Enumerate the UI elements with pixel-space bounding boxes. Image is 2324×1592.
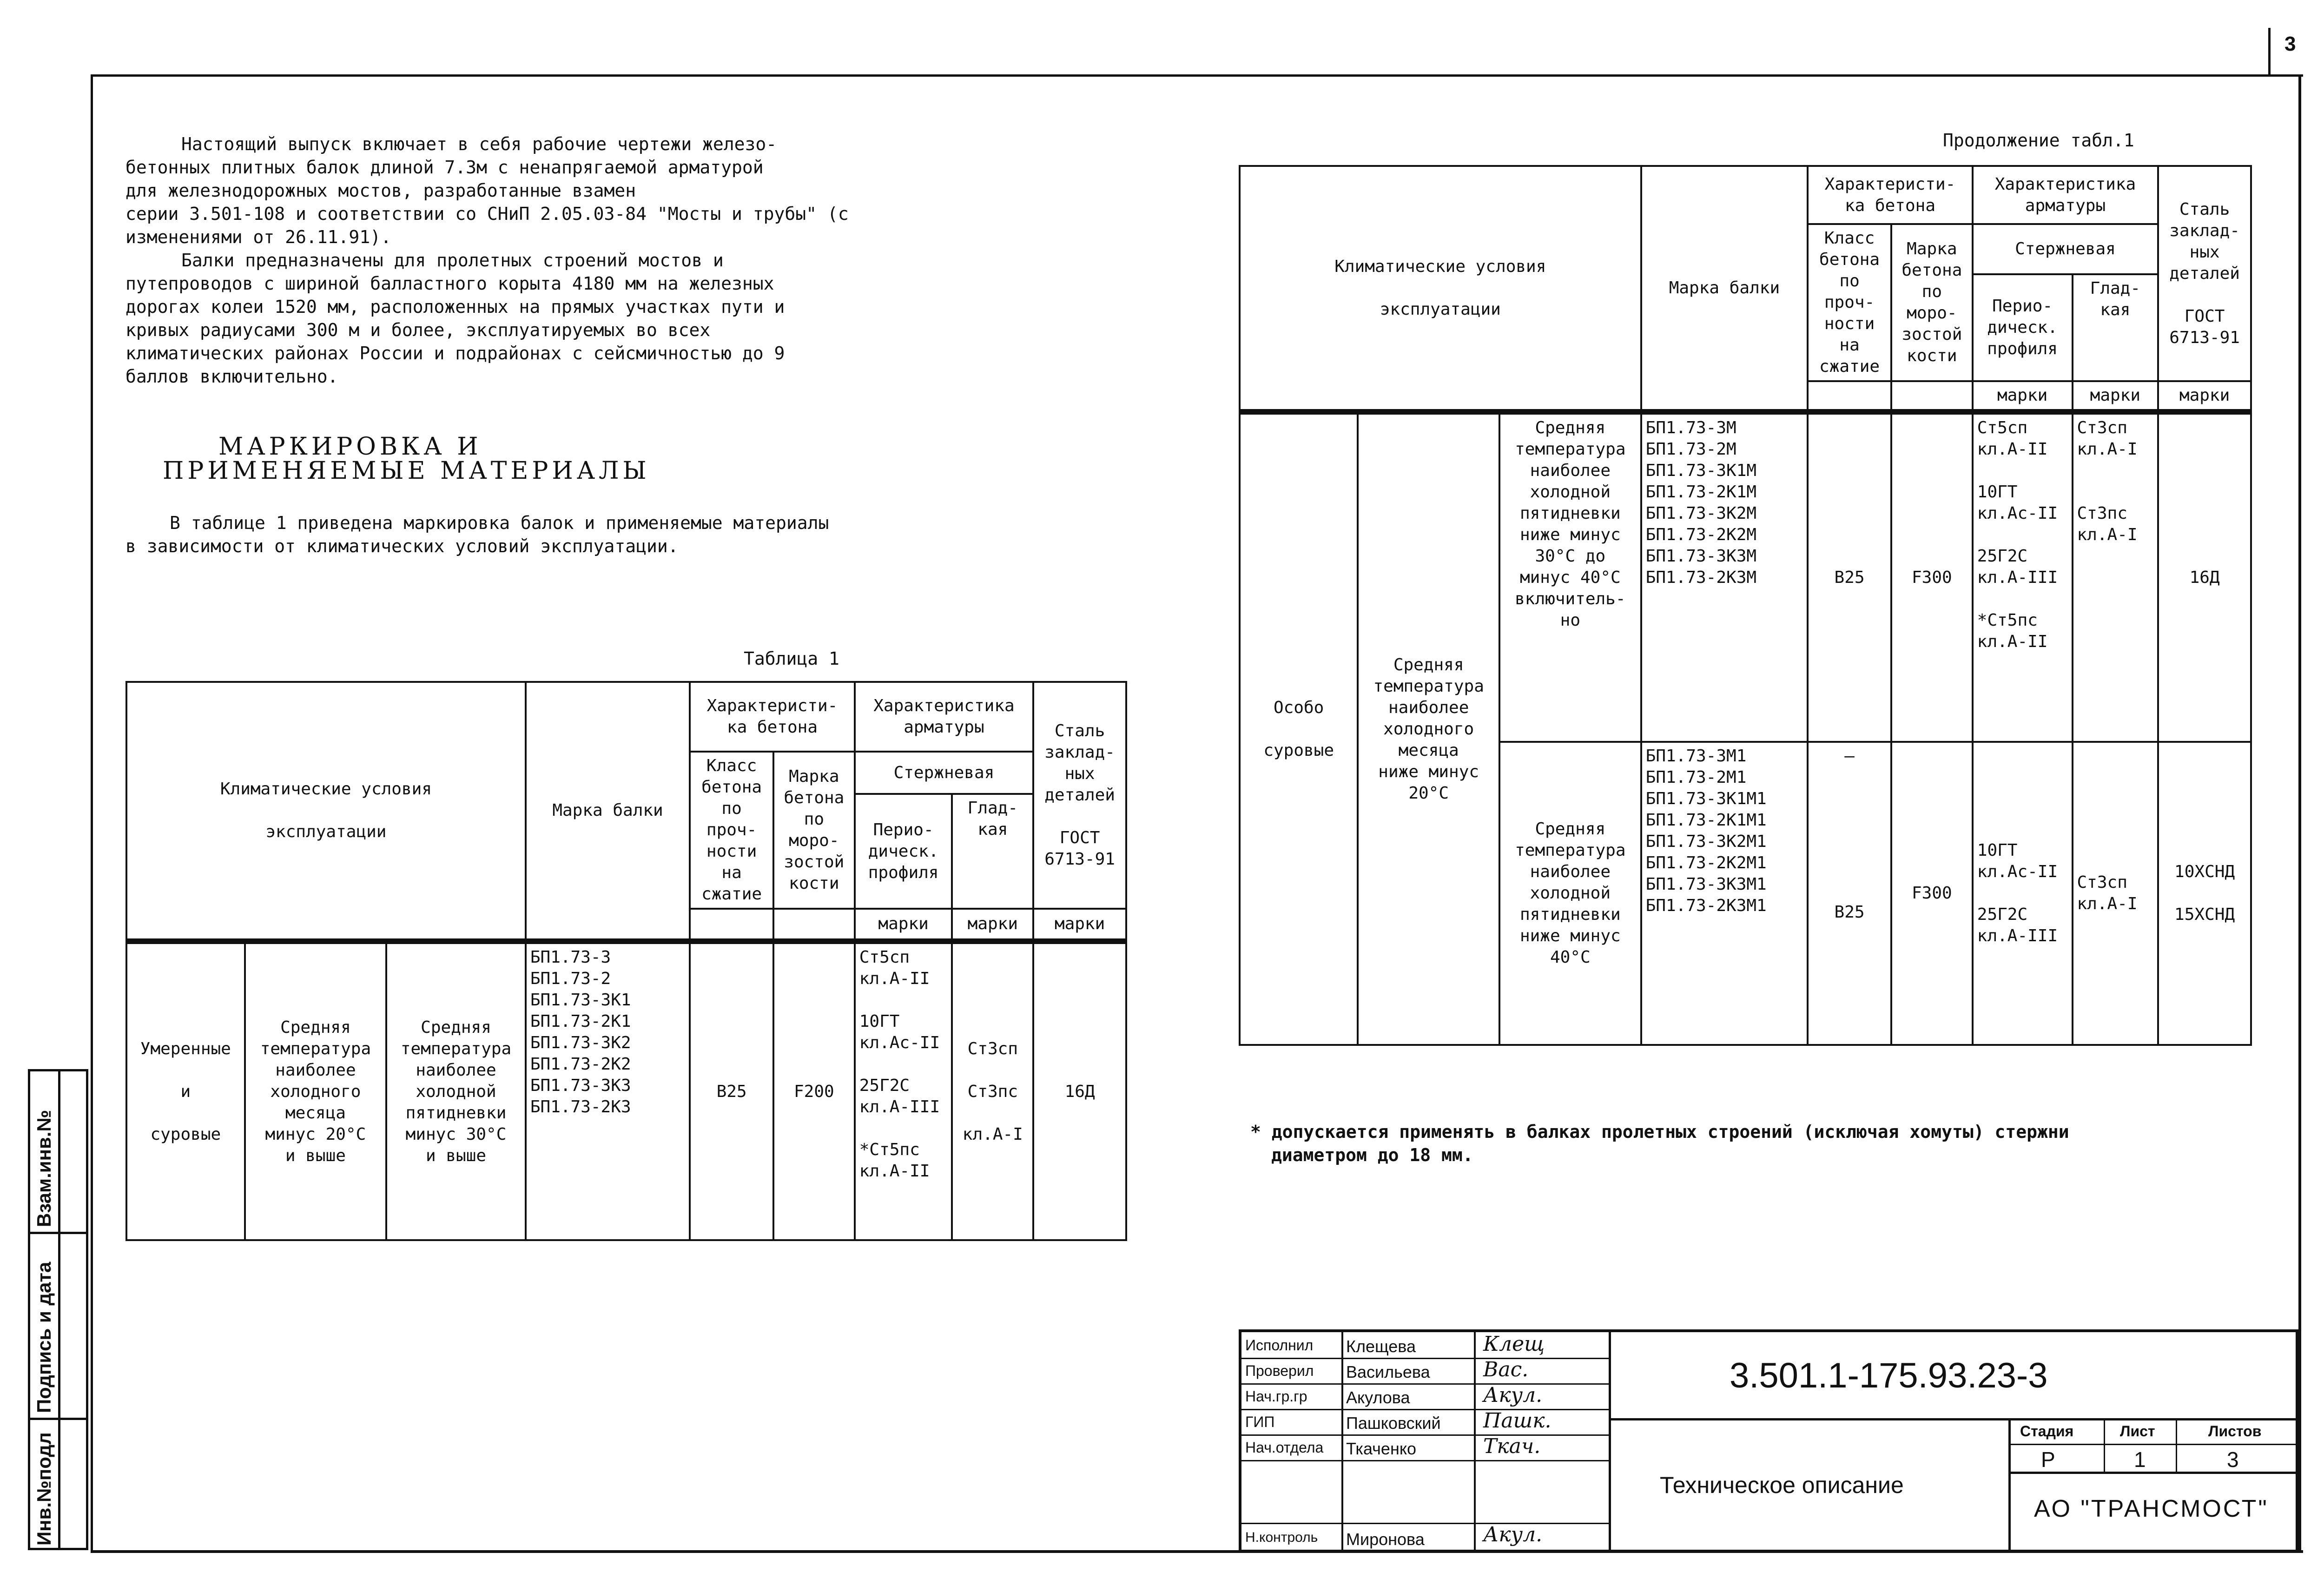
- t1-header-armature: Характеристика арматуры: [855, 682, 1033, 752]
- t2-header-concrete: Характеристи- ка бетона: [1808, 166, 1973, 224]
- stamp-organization: АО "ТРАНСМОСТ": [2034, 1495, 2269, 1522]
- t2-cell-month-temp: Средняя температура наиболее холодного месяца ниже минус 20°С: [1358, 412, 1499, 1045]
- page-number-divider: [2268, 28, 2271, 77]
- intro-line: климатических районах России и подрайонах с сейсмичностью до 9: [125, 343, 785, 363]
- section-heading-line: ПРИМЕНЯЕМЫЕ МАТЕРИАЛЫ: [163, 457, 650, 485]
- t2-cell-class-value: B25: [1834, 903, 1865, 922]
- intro-line: баллов включительно.: [125, 366, 338, 387]
- stamp-role: ГИП: [1245, 1414, 1275, 1430]
- t1-cell-smooth: Ст3сп Ст3пс кл.А-I: [952, 941, 1033, 1240]
- t2-cell-steel: 10ХСНД 15ХСНД: [2158, 742, 2251, 1045]
- stamp-role: Нач.отдела: [1245, 1439, 1324, 1456]
- stamp-signature: Акул.: [1483, 1523, 1543, 1546]
- t2-cell-frost: F300: [1891, 742, 1973, 1045]
- t1-header-class: Класс бетона по проч- ности на сжатие: [690, 752, 773, 909]
- stamp-name: Клещева: [1346, 1337, 1416, 1356]
- footnote-line: * допускается применять в балках пролетных строений (исключая хомуты) стержни: [1250, 1122, 2069, 1142]
- intro-line: изменениями от 26.11.91).: [125, 227, 391, 247]
- stamp-designation: 3.501.1-175.93.23-3: [1730, 1356, 2048, 1395]
- t2-cell-periodic: 10ГТ кл.Ас-II 25Г2С кл.А-III: [1973, 742, 2073, 1045]
- t1-cell-frost: F200: [773, 941, 855, 1240]
- t1-cell-periodic: Ст5сп кл.А-II 10ГТ кл.Ас-II 25Г2С кл.А-III *Ст5пс кл.А-II: [855, 941, 952, 1240]
- t1-header-mark: Марка балки: [526, 682, 690, 941]
- t2-header-climate: Климатические условия эксплуатации: [1240, 166, 1641, 412]
- stamp-divider: [1241, 1523, 1609, 1524]
- sidebar-stamp: [28, 1069, 88, 1550]
- t2-header-marki: марки: [2158, 381, 2251, 412]
- sidebar-sign-label: Подпись и дата: [33, 1262, 55, 1413]
- t2-header-class: Класс бетона по проч- ности на сжатие: [1808, 224, 1891, 381]
- intro-line: дорогах колеи 1520 мм, расположенных на прямых участках пути и: [125, 297, 785, 317]
- t1-header-frost: Марка бетона по моро- зостой кости: [773, 752, 855, 909]
- page-number: 3: [2284, 33, 2296, 55]
- stamp-divider: [1474, 1332, 1476, 1551]
- stamp-role: Нач.гр.гр: [1245, 1388, 1307, 1405]
- stamp-divider: [1609, 1332, 1611, 1551]
- section-text: [125, 511, 829, 558]
- t2-cell-class: B25: [1808, 412, 1891, 742]
- t2-data-row-1: [1240, 412, 2251, 742]
- frame-left-line: [91, 74, 93, 1552]
- section-heading: [163, 435, 650, 483]
- intro-line: для железнодорожных мостов, разработанные взамен: [125, 180, 636, 201]
- section-text-line: в зависимости от климатических условий эксплуатации.: [125, 536, 679, 556]
- stamp-signature: Акул.: [1483, 1383, 1543, 1407]
- stamp-divider: [1241, 1358, 1609, 1359]
- stamp-sheet: 1: [2134, 1447, 2146, 1472]
- t1-header-smooth: Глад- кая: [952, 794, 1033, 909]
- t1-header-marki: марки: [855, 909, 952, 941]
- t1-header-marki: марки: [952, 909, 1033, 941]
- t1-cell-class: B25: [690, 941, 773, 1240]
- t2-cell-steel: 16Д: [2158, 412, 2251, 742]
- stamp-signature: Клещ: [1483, 1332, 1545, 1356]
- intro-line: серии 3.501-108 и соответствии со СНиП 2.05.03-84 "Мосты и трубы" (с: [125, 204, 849, 224]
- t1-header-concrete: Характеристи- ка бетона: [690, 682, 855, 752]
- intro-line: путепроводов с шириной балластного корыта 4180 мм на железных: [125, 273, 774, 294]
- t1-header-steel: Сталь заклад- ных деталей ГОСТ 6713-91: [1033, 682, 1126, 909]
- t1-cell-month-temp: Средняя температура наиболее холодного месяца минус 20°С и выше: [245, 941, 387, 1240]
- stamp-signature: Вас.: [1483, 1358, 1529, 1381]
- t2-cell-smooth: Ст3сп кл.А-I Ст3пс кл.А-I: [2073, 412, 2159, 742]
- t2-header-periodic: Перио- дическ. профиля: [1973, 274, 2073, 381]
- t2-header-smooth: Глад- кая: [2073, 274, 2159, 381]
- stamp-stage: Р: [2041, 1447, 2055, 1472]
- t2-cell-five-day-temp: Средняя температура наиболее холодной пятидневки ниже минус 30°С до минус 40°С включитель- но: [1499, 412, 1641, 742]
- table2-caption: Продолжение табл.1: [1943, 130, 2134, 151]
- t1-header-rod: Стержневая: [855, 752, 1033, 794]
- footnote-line: диаметром до 18 мм.: [1271, 1145, 1473, 1165]
- t2-header-marki: марки: [2073, 381, 2159, 412]
- t2-cell-smooth: Ст3сп кл.А-I: [2073, 742, 2159, 1045]
- stamp-divider: [2176, 1418, 2177, 1474]
- t2-cell-marks: БП1.73-3М1 БП1.73-2М1 БП1.73-3К1М1 БП1.73-2К1М1 БП1.73-3К2М1 БП1.73-2К2М1 БП1.73-3К3М1 БП1.73-2К3М1: [1641, 742, 1808, 1045]
- t1-cell-five-day-temp: Средняя температура наиболее холодной пятидневки минус 30°С и выше: [386, 941, 526, 1240]
- stamp-divider: [1241, 1409, 1609, 1410]
- t2-header-mark: Марка балки: [1641, 166, 1808, 412]
- stamp-role: Н.контроль: [1245, 1530, 1318, 1545]
- t2-cell-frost: F300: [1891, 412, 1973, 742]
- title-block: [1239, 1329, 2298, 1552]
- t1-cell-marks: БП1.73-3 БП1.73-2 БП1.73-3К1 БП1.73-2К1 БП1.73-3К2 БП1.73-2К2 БП1.73-3К3 БП1.73-2К3: [526, 941, 690, 1240]
- stamp-signature: Ткач.: [1483, 1434, 1541, 1458]
- stamp-signature: Пашк.: [1483, 1409, 1552, 1433]
- t2-header-marki: марки: [1973, 381, 2073, 412]
- stamp-name: Акулова: [1346, 1388, 1410, 1407]
- t2-cell-marks: БП1.73-3М БП1.73-2М БП1.73-3К1М БП1.73-2К1М БП1.73-3К2М БП1.73-2К2М БП1.73-3К3М БП1.73-2К3М: [1641, 412, 1808, 742]
- section-heading-line: МАРКИРОВКА И: [218, 433, 482, 461]
- t1-data-row: [126, 941, 1126, 1240]
- stamp-divider: [2104, 1418, 2105, 1474]
- stamp-role: Исполнил: [1245, 1337, 1314, 1354]
- sidebar-inv-label: Инв.№подл: [33, 1432, 55, 1546]
- stamp-stage-label: Стадия: [2020, 1423, 2074, 1440]
- t2-cell-class: [1808, 742, 1891, 1045]
- t1-header-periodic: Перио- дическ. профиля: [855, 794, 952, 909]
- stamp-divider: [1241, 1383, 1609, 1385]
- t2-header-frost: Марка бетона по моро- зостой кости: [1891, 224, 1973, 381]
- intro-paragraph: [125, 132, 849, 388]
- stamp-divider: [1609, 1418, 2297, 1420]
- t1-cell-climate-zone: Умеренные и суровые: [126, 941, 245, 1240]
- stamp-divider: [1241, 1460, 1609, 1461]
- t1-cell-steel: 16Д: [1033, 941, 1126, 1240]
- stamp-sheet-label: Лист: [2120, 1423, 2155, 1440]
- stamp-divider: [2008, 1444, 2297, 1445]
- stamp-name: Пашковский: [1346, 1414, 1441, 1433]
- intro-line: бетонных плитных балок длиной 7.3м с ненапрягаемой арматурой: [125, 157, 764, 178]
- t2-cell-dash: —: [1844, 746, 1855, 766]
- stamp-name: Васильева: [1346, 1362, 1430, 1381]
- frame-top-line: [91, 74, 2303, 77]
- table1: [125, 681, 1127, 1241]
- t2-cell-five-day-temp: Средняя температура наиболее холодной пятидневки ниже минус 40°С: [1499, 742, 1641, 1045]
- stamp-divider: [1341, 1332, 1343, 1551]
- stamp-role: Проверил: [1245, 1362, 1314, 1379]
- stamp-name: Миронова: [1346, 1530, 1425, 1549]
- t1-header-marki: марки: [1033, 909, 1126, 941]
- intro-line: Настоящий выпуск включает в себя рабочие чертежи железо-: [181, 134, 777, 154]
- stamp-divider: [2008, 1418, 2011, 1551]
- frame-right-line: [2298, 74, 2301, 1552]
- sidebar-vzam-label: Взам.инв.№: [33, 1110, 55, 1227]
- sidebar-divider: [58, 1071, 60, 1550]
- intro-line: Балки предназначены для пролетных строений мостов и: [181, 250, 724, 271]
- stamp-sheets: 3: [2227, 1447, 2239, 1472]
- t2-header-rod: Стержневая: [1973, 224, 2158, 274]
- t2-header-armature: Характеристика арматуры: [1973, 166, 2158, 224]
- intro-line: кривых радиусами 300 м и более, эксплуатируемых во всех: [125, 320, 711, 340]
- stamp-title: Техническое описание: [1660, 1472, 1904, 1498]
- stamp-divider: [1241, 1434, 1609, 1436]
- stamp-sheets-label: Листов: [2208, 1423, 2262, 1440]
- stamp-name: Ткаченко: [1346, 1439, 1417, 1458]
- t2-cell-climate-zone: Особо суровые: [1240, 412, 1358, 1045]
- t2-cell-periodic: Ст5сп кл.А-II 10ГТ кл.Ас-II 25Г2С кл.А-III *Ст5пс кл.А-II: [1973, 412, 2073, 742]
- footnote: [1250, 1120, 2069, 1167]
- t2-header-steel: Сталь заклад- ных деталей ГОСТ 6713-91: [2158, 166, 2251, 381]
- section-text-line: В таблице 1 приведена маркировка балок и применяемые материалы: [170, 513, 829, 533]
- table1-caption: Таблица 1: [744, 648, 839, 669]
- t1-header-climate: Климатические условия эксплуатации: [126, 682, 526, 941]
- table2: [1239, 165, 2252, 1046]
